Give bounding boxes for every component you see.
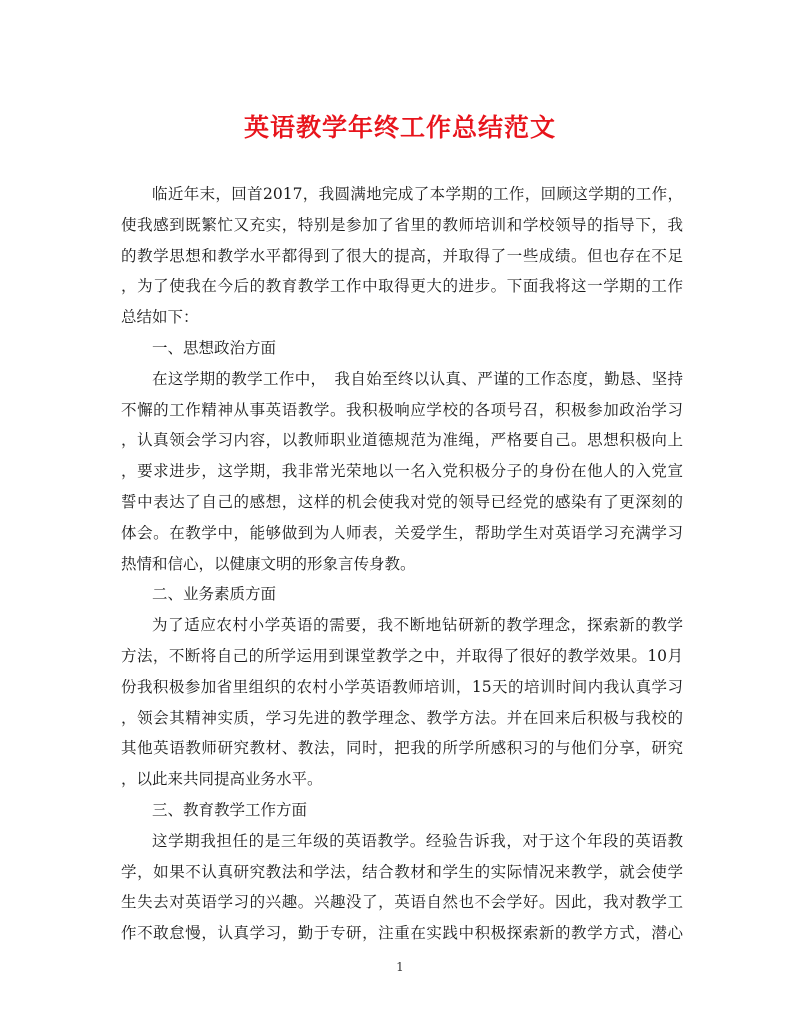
paragraph-first-line: 临近年末，回首2017，我圆满地完成了本学期的工作，回顾这学期的工作，	[152, 185, 683, 203]
paragraph-first-line: 在这学期的教学工作中， 我自始至终以认真、严谨的工作态度，勤恳、坚持	[152, 369, 683, 388]
paragraph-last-line: 总结如下：	[121, 308, 199, 327]
paragraph-last-line: 热情和信心，以健康文明的形象言传身教。	[121, 554, 416, 573]
paragraph-line: 份我积极参加省里组织的农村小学英语教师培训，15天的培训时间内我认真学习	[121, 677, 683, 696]
paragraph-first-line: 为了适应农村小学英语的需要，我不断地钻研新的教学理念，探索新的教学	[152, 616, 683, 635]
paragraph-line: 作不敢怠慢，认真学习，勤于专研，注重在实践中积极探索新的教学方式，潜心	[121, 924, 683, 943]
section-heading: 二、业务素质方面	[152, 585, 277, 604]
paragraph-line: 其他英语教师研究教材、教法，同时，把我的所学所感积习的与他们分享，研究	[121, 739, 683, 758]
document-title: 英语教学年终工作总结范文	[243, 113, 556, 142]
section-heading: 三、教育教学工作方面	[152, 800, 308, 819]
paragraph-line: ，为了使我在今后的教育教学工作中取得更大的进步。下面我将这一学期的工作	[121, 277, 683, 296]
paragraph-first-line: 这学期我担任的是三年级的英语教学。经验告诉我，对于这个年段的英语教	[152, 831, 683, 850]
paragraph-line: 体会。在教学中，能够做到为人师表，关爱学生，帮助学生对英语学习充满学习	[121, 523, 683, 542]
paragraph-line: 生失去对英语学习的兴趣。兴趣没了，英语自然也不会学好。因此，我对教学工	[121, 893, 683, 912]
paragraph-line: 誓中表达了自己的感想，这样的机会使我对党的领导已经党的感染有了更深刻的	[121, 492, 683, 511]
paragraph-line: ，要求进步，这学期，我非常光荣地以一名入党积极分子的身份在他人的入党宣	[121, 462, 683, 481]
paragraph-line: 使我感到既繁忙又充实，特别是参加了省里的教师培训和学校领导的指导下，我	[121, 215, 683, 234]
paragraph-line: 不懈的工作精神从事英语教学。我积极响应学校的各项号召，积极参加政治学习	[121, 400, 683, 419]
paragraph-line: 的教学思想和教学水平都得到了很大的提高，并取得了一些成绩。但也存在不足	[121, 246, 683, 265]
paragraph-line: ，领会其精神实质，学习先进的教学理念、教学方法。并在回来后积极与我校的	[121, 708, 683, 727]
document-body	[121, 179, 683, 949]
paragraph-line: 学，如果不认真研究教法和学法，结合教材和学生的实际情况来教学，就会使学	[121, 862, 683, 881]
paragraph-last-line: ，以此来共同提高业务水平。	[121, 770, 323, 789]
section-heading: 一、思想政治方面	[152, 338, 277, 357]
page-number: 1	[396, 960, 404, 974]
paragraph-line: ，认真领会学习内容，以教师职业道德规范为准绳，严格要自己。思想积极向上	[121, 431, 683, 450]
paragraph-line: 方法，不断将自己的所学运用到课堂教学之中，并取得了很好的教学效果。10月	[121, 646, 683, 665]
